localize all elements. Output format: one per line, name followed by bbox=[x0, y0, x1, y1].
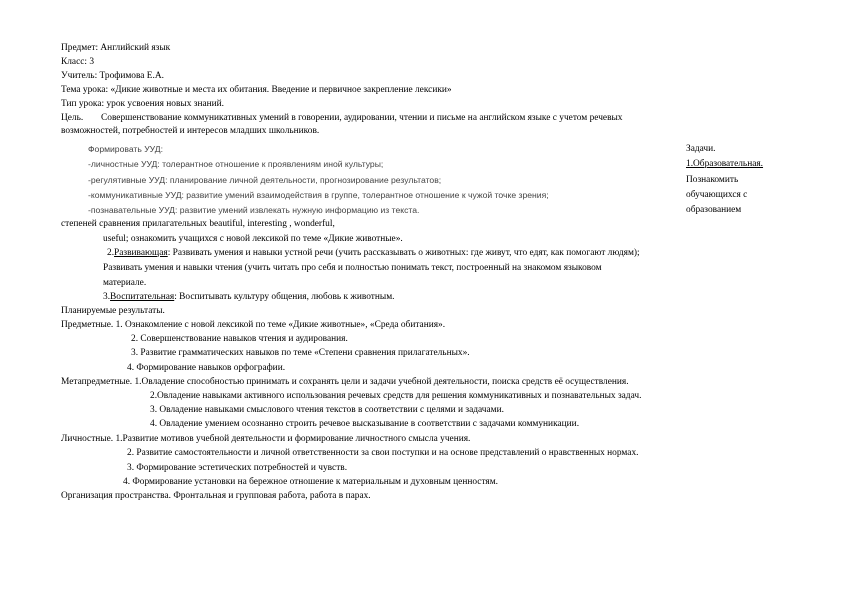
teacher-line: Учитель: Трофимова Е.А. bbox=[61, 71, 164, 81]
results-meta-item: 4. Овладение умением осознанно строить речевое высказывание в соответствии с задачами коммуникации. bbox=[150, 419, 580, 429]
tasks-edu-cont2: useful; ознакомить учащихся с новой лексикой по теме «Дикие животные». bbox=[103, 234, 403, 244]
results-meta-item: 3. Овладение навыками смыслового чтения текстов в соответствии с целями и задачами. bbox=[150, 405, 504, 415]
subject-line: Предмет: Английский язык bbox=[61, 43, 171, 53]
uud-title: Формировать УУД: bbox=[88, 144, 163, 154]
tasks-dev-line3: материале. bbox=[103, 278, 147, 288]
results-personal-item: 4. Формирование установки на бережное отношение к материальным и духовным ценностям. bbox=[123, 477, 499, 487]
tasks-edu-line3: образованием bbox=[686, 205, 742, 215]
uud-regulative: -регулятивные УУД: планирование личной деятельности, прогнозирование результатов; bbox=[88, 175, 442, 185]
tasks-title: Задачи. bbox=[686, 144, 716, 154]
results-meta-item: 2.Овладение навыками активного использования речевых средств для решения коммуникативных и познавательных задач. bbox=[150, 391, 642, 401]
tasks-vos-text: : Воспитывать культуру общения, любовь к животным. bbox=[174, 292, 395, 302]
results-subject-item: 3. Развитие грамматических навыков по теме «Степени сравнения прилагательных». bbox=[131, 348, 470, 358]
tasks-vos-label: Воспитательная bbox=[110, 292, 175, 302]
goal-text-line1: Совершенствование коммуникативных умений в говорении, аудировании, чтении и письме на английском языке с учетом речевых bbox=[101, 113, 623, 123]
goal-label: Цель. bbox=[61, 113, 84, 123]
results-personal-item: 3. Формирование эстетических потребностей и чувств. bbox=[127, 463, 348, 473]
lesson-type-line: Тип урока: урок усвоения новых знаний. bbox=[61, 99, 225, 109]
tasks-dev-label: Развивающая bbox=[114, 248, 168, 258]
tasks-dev-line2: Развивать умения и навыки чтения (учить читать про себя и полностью понимать текст, построенный на знакомом языковом bbox=[103, 263, 602, 273]
uud-personal: -личностные УУД: толерантное отношение к проявлениям иной культуры; bbox=[88, 159, 384, 169]
tasks-edu-label: 1.Образовательная. bbox=[686, 159, 764, 169]
results-subject-item: 2. Совершенствование навыков чтения и аудирования. bbox=[131, 334, 348, 344]
uud-communicative: -коммуникативные УУД: развитие умений взаимодействия в группе, толерантное отношение к чужой точке зрения; bbox=[88, 190, 549, 200]
goal-text-line2: возможностей, потребностей и интересов младших школьников. bbox=[61, 126, 320, 136]
grade-line: Класс: 3 bbox=[61, 57, 95, 67]
results-personal-label: Личностные. 1.Развитие мотивов учебной деятельности и формирование личностного смысла учения. bbox=[61, 434, 471, 444]
tasks-vos-num: 3. bbox=[103, 292, 111, 302]
results-title: Планируемые результаты. bbox=[61, 306, 165, 316]
results-meta-label: Метапредметные. 1.Овладение способностью принимать и сохранять цели и задачи учебной деятельности, поиска средств её осуществления. bbox=[61, 377, 629, 387]
topic-line: Тема урока: «Дикие животные и места их обитания. Введение и первичное закрепление лексики» bbox=[61, 85, 452, 95]
results-personal-item: 2. Развитие самостоятельности и личной ответственности за свои поступки и на основе представлений о нравственных нормах. bbox=[127, 448, 639, 458]
tasks-dev-num: 2. bbox=[107, 248, 115, 258]
tasks-edu-line1: Познакомить bbox=[686, 175, 739, 185]
tasks-dev-text: : Развивать умения и навыки устной речи (учить рассказывать о животных: где живут, что едят, как помогают людям); bbox=[167, 248, 640, 258]
tasks-edu-line2: обучающихся с bbox=[686, 190, 748, 200]
results-subject-item: 4. Формирование навыков орфографии. bbox=[127, 363, 286, 373]
results-subject-label: Предметные. 1. Ознакомление с новой лексикой по теме «Дикие животные», «Среда обитания». bbox=[61, 320, 446, 330]
tasks-edu-cont1: степеней сравнения прилагательных beautiful, interesting , wonderful, bbox=[61, 219, 335, 229]
uud-cognitive: -познавательные УУД: развитие умений извлекать нужную информацию из текста. bbox=[88, 205, 420, 215]
tasks-dev-line1 bbox=[107, 248, 640, 259]
organization-line: Организация пространства. Фронтальная и групповая работа, работа в парах. bbox=[61, 491, 371, 501]
tasks-vos-line bbox=[103, 292, 395, 303]
